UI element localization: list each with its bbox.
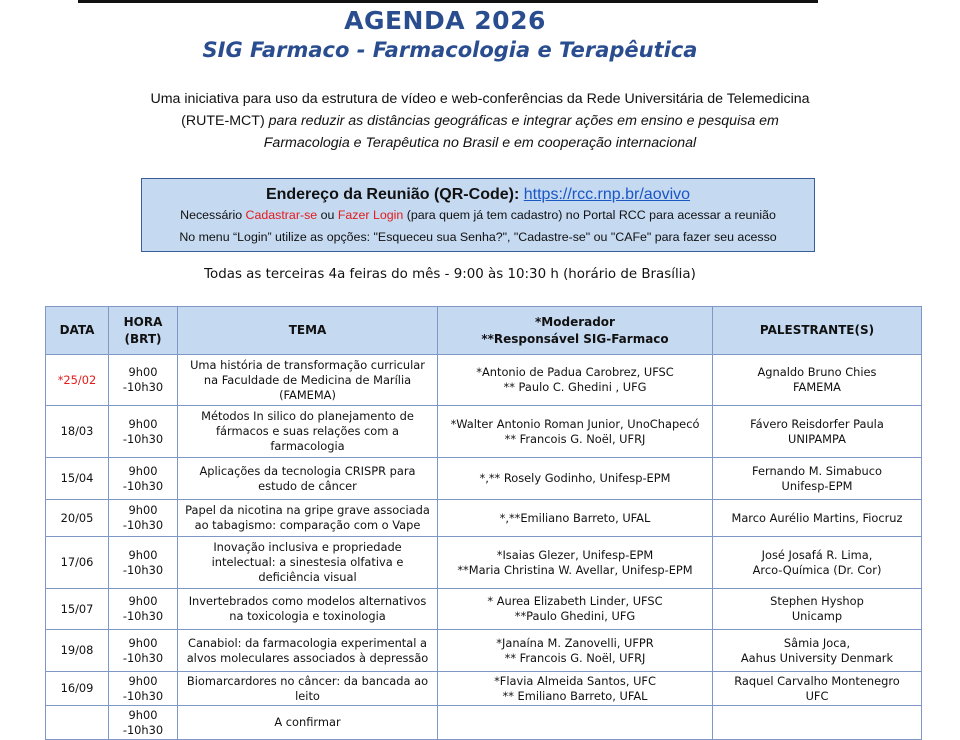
row-time: 9h00 -10h30 xyxy=(109,500,178,537)
table-row xyxy=(46,500,922,537)
row-topic: Biomarcardores no câncer: da bancada ao leito xyxy=(178,672,438,706)
row-moderator xyxy=(438,706,713,740)
row-topic: Uma história de transformação curricular na Faculdade de Medicina de Marília (FAMEMA) xyxy=(178,355,438,406)
row-topic: A confirmar xyxy=(178,706,438,740)
row-date: 19/08 xyxy=(46,630,109,672)
row-date: *25/02 xyxy=(46,355,109,406)
row-date xyxy=(46,706,109,740)
row-topic: Métodos In silico do planejamento de fármacos e suas relações com a farmacologia xyxy=(178,406,438,458)
requirement-prefix: Necessário xyxy=(180,208,246,222)
meeting-requirement-line xyxy=(142,207,814,223)
intro-paragraph xyxy=(140,88,820,154)
row-moderator: *Janaína M. Zanovelli, UFPR ** Francois G. Noël, UFRJ xyxy=(438,630,713,672)
row-speaker: Fernando M. Simabuco Unifesp-EPM xyxy=(713,458,922,500)
row-time: 9h00 -10h30 xyxy=(109,537,178,589)
table-row xyxy=(46,537,922,589)
row-date: 17/06 xyxy=(46,537,109,589)
register-link[interactable]: Cadastrar-se xyxy=(245,208,318,222)
row-moderator: *Antonio de Padua Carobrez, UFSC ** Paulo C. Ghedini , UFG xyxy=(438,355,713,406)
meeting-address-label: Endereço da Reunião (QR-Code): xyxy=(265,186,520,203)
requirement-or: ou xyxy=(317,208,338,222)
row-speaker: Agnaldo Bruno Chies FAMEMA xyxy=(713,355,922,406)
header-speaker: PALESTRANTE(S) xyxy=(713,307,922,355)
row-date: 16/09 xyxy=(46,672,109,706)
row-speaker: Sâmia Joca, Aahus University Denmark xyxy=(713,630,922,672)
page-title: AGENDA 2026 xyxy=(344,6,546,35)
table-row xyxy=(46,706,922,740)
table-row xyxy=(46,355,922,406)
row-time: 9h00 -10h30 xyxy=(109,355,178,406)
table-row xyxy=(46,630,922,672)
row-date: 18/03 xyxy=(46,406,109,458)
row-moderator: * Aurea Elizabeth Linder, UFSC **Paulo Ghedini, UFG xyxy=(438,589,713,630)
meeting-address-line xyxy=(142,185,814,205)
row-speaker: Stephen Hyshop Unicamp xyxy=(713,589,922,630)
intro-lead: Uma iniciativa para uso da estrutura de vídeo e web-conferências da Rede Universitária de Telemedicina (RUTE-MCT) xyxy=(150,91,810,129)
page-subtitle: SIG Farmaco - Farmacologia e Terapêutica xyxy=(202,38,698,62)
schedule-note: Todas as terceiras 4a feiras do mês - 9:00 às 10:30 h (horário de Brasília) xyxy=(204,267,696,282)
meeting-menu-note: No menu “Login” utilize as opções: "Esqueceu sua Senha?", "Cadastre-se" ou "CAFe" para fazer seu acesso xyxy=(179,230,777,244)
meeting-url-link[interactable]: https://rcc.rnp.br/aovivo xyxy=(523,186,691,203)
row-moderator: *Isaias Glezer, Unifesp-EPM **Maria Christina W. Avellar, Unifesp-EPM xyxy=(438,537,713,589)
row-time: 9h00 -10h30 xyxy=(109,672,178,706)
row-time: 9h00 -10h30 xyxy=(109,706,178,740)
row-time: 9h00 -10h30 xyxy=(109,458,178,500)
table-row xyxy=(46,589,922,630)
row-time: 9h00 -10h30 xyxy=(109,630,178,672)
row-moderator: *,**Emiliano Barreto, UFAL xyxy=(438,500,713,537)
table-header-row xyxy=(46,307,922,355)
header-topic: TEMA xyxy=(178,307,438,355)
row-topic: Papel da nicotina na gripe grave associada ao tabagismo: comparação com o Vape xyxy=(178,500,438,537)
row-moderator: *Walter Antonio Roman Junior, UnoChapecó ** Francois G. Noël, UFRJ xyxy=(438,406,713,458)
table-row xyxy=(46,672,922,706)
row-date: 15/07 xyxy=(46,589,109,630)
row-moderator: *,** Rosely Godinho, Unifesp-EPM xyxy=(438,458,713,500)
top-rule xyxy=(78,0,818,3)
row-topic: Invertebrados como modelos alternativos na toxicologia e toxinologia xyxy=(178,589,438,630)
header-moderator: *Moderador **Responsável SIG-Farmaco xyxy=(438,307,713,355)
row-speaker: Raquel Carvalho Montenegro UFC xyxy=(713,672,922,706)
row-speaker: José Josafá R. Lima, Arco-Química (Dr. Cor) xyxy=(713,537,922,589)
header-date: DATA xyxy=(46,307,109,355)
row-topic: Aplicações da tecnologia CRISPR para estudo de câncer xyxy=(178,458,438,500)
requirement-suffix: (para quem já tem cadastro) no Portal RCC para acessar a reunião xyxy=(403,208,776,222)
row-topic: Canabiol: da farmacologia experimental a alvos moleculares associados à depressão xyxy=(178,630,438,672)
table-row xyxy=(46,458,922,500)
row-topic: Inovação inclusiva e propriedade intelectual: a sinestesia olfativa e deficiência visual xyxy=(178,537,438,589)
row-speaker: Fávero Reisdorfer Paula UNIPAMPA xyxy=(713,406,922,458)
login-link[interactable]: Fazer Login xyxy=(337,208,404,222)
header-time: HORA (BRT) xyxy=(109,307,178,355)
agenda-table xyxy=(45,306,922,740)
row-time: 9h00 -10h30 xyxy=(109,589,178,630)
row-speaker xyxy=(713,706,922,740)
row-date: 20/05 xyxy=(46,500,109,537)
intro-italic: para reduzir as distâncias geográficas e integrar ações em ensino e pesquisa em Farmacologia e Terapêutica no Brasil e em cooperação internacional xyxy=(263,113,779,151)
row-date: 15/04 xyxy=(46,458,109,500)
table-row xyxy=(46,406,922,458)
row-moderator: *Flavia Almeida Santos, UFC ** Emiliano Barreto, UFAL xyxy=(438,672,713,706)
row-speaker: Marco Aurélio Martins, Fiocruz xyxy=(713,500,922,537)
row-time: 9h00 -10h30 xyxy=(109,406,178,458)
meeting-info-box xyxy=(141,178,815,252)
